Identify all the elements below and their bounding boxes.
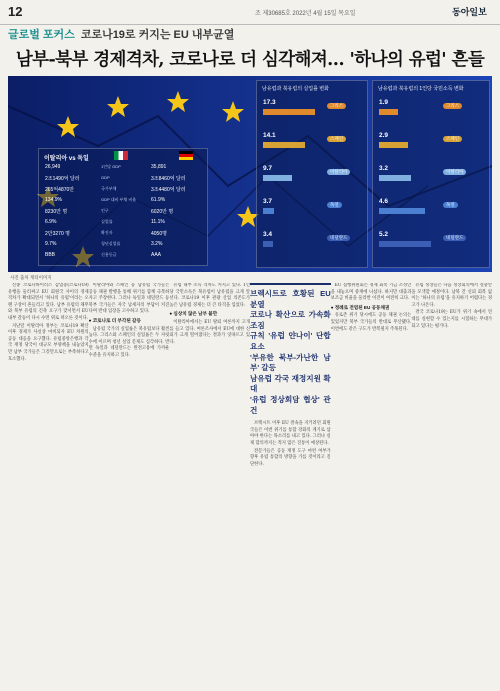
chart-value-label: 3.4 bbox=[263, 231, 273, 238]
pull-quote-line: 브렉시트로 호황된 EU 분열 bbox=[250, 289, 331, 309]
table-cell-italy: 8230만 명 bbox=[45, 209, 68, 215]
comparison-title: 이탈리아 vs 독일 bbox=[44, 156, 89, 162]
chart-category-label: 이탈리아 bbox=[443, 169, 466, 175]
chart-bar bbox=[379, 109, 398, 115]
photo-caption: 사진 출처 게티이미지 bbox=[10, 275, 52, 280]
chart-bar bbox=[379, 175, 411, 181]
table-cell-germany: 61.9% bbox=[151, 197, 166, 203]
income-chart-title: 남유럽과 북유럽의 1인당 국민소득 변화 bbox=[378, 86, 464, 92]
table-cell-germany: 11.1% bbox=[151, 219, 165, 225]
table-row-label: 확진자 bbox=[101, 230, 113, 235]
paragraph: 유로존 위기 당시에도 공동 채권 논의는 있었지만 북부 국가들의 반대로 무산됐다. 이번에도 같은 구도가 반복될지 주목된다. bbox=[330, 313, 412, 332]
article-column bbox=[8, 283, 89, 683]
page-number: 12 bbox=[8, 4, 23, 19]
table-cell-italy: 6.9% bbox=[45, 219, 57, 225]
article-column bbox=[169, 283, 250, 683]
flag-italy-icon bbox=[114, 151, 128, 160]
table-cell-germany: 6020만 명 bbox=[151, 209, 174, 215]
table-row-label: 인구 bbox=[101, 208, 109, 213]
chart-category-label: 그리스 bbox=[327, 103, 346, 109]
section-tag: 글로벌 포커스 bbox=[8, 29, 75, 41]
table-row-label: 실업률 bbox=[101, 219, 113, 224]
table-row-label: 1인당 GDP bbox=[101, 164, 121, 169]
chart-category-label: 그리스 bbox=[443, 103, 462, 109]
chart-category-label: 독일 bbox=[327, 202, 342, 208]
table-row-label: 신용등급 bbox=[101, 252, 117, 257]
chart-value-label: 4.6 bbox=[379, 198, 389, 205]
paragraph: 이탈리아에서는 EU 탈퇴 여론까지 고개를 들고 있다. 여론조사에서 EU에 대한 신뢰가 크게 떨어졌다는 결과가 잇따르고 있다. bbox=[169, 319, 251, 345]
chart-value-label: 17.3 bbox=[263, 99, 276, 106]
chart-value-label: 3.2 bbox=[379, 165, 389, 172]
table-cell-germany: 3.2% bbox=[151, 241, 163, 247]
article-body bbox=[8, 283, 492, 683]
table-cell-germany: 3조4480억 달러 bbox=[151, 187, 186, 193]
table-row-label: GDP bbox=[101, 175, 110, 180]
table-cell-italy: 265억4870만 bbox=[45, 187, 75, 193]
table-cell-italy: 9.7% bbox=[45, 241, 57, 247]
section-bar bbox=[8, 25, 234, 43]
paragraph: 신종 코로나바이러스 감염증(코로나19) 유행을 둘러싸고 EU 회원국 사이의 경제 격차가 확대되면서 '하나의 유럽'이라는 오랜 구상이 흔들리고 있다. 남부 유럽의 채무와 북부 유럽의 긴축 요구가 맞서면서 EU 내부 갈등이 다시 수면 위로 떠오른 것이다. bbox=[8, 283, 89, 321]
pull-quote-line: '유럽 정상회담 협상' 관건 bbox=[250, 394, 331, 415]
pull-quote-line: 남유럽 각국 재정지원 확대 bbox=[250, 373, 331, 394]
table-cell-italy: 134.9% bbox=[45, 197, 62, 203]
chart-value-label: 3.7 bbox=[263, 198, 273, 205]
subheading: ● 코로나로 더 부각된 갈등 bbox=[88, 317, 141, 323]
pull-quote-line: 코로나 확산으로 가속화 조짐 bbox=[250, 310, 331, 330]
paragraph: EU 집행위원회는 경제 회복 기금 조성안을 내놓으며 중재에 나섰다. 하지만 대출과 보조금 비율을 둘러싼 이견이 여전히 크다. bbox=[330, 283, 412, 302]
paragraph: 결국 코로나19는 EU가 위기 속에서 연대를 실현할 수 있는지를 시험하는 무대가 되고 있다는 평가다. bbox=[411, 310, 493, 329]
issue-info: 조 제30685호 2022년 4월 15일 목요일 bbox=[255, 11, 356, 17]
chart-bar bbox=[379, 208, 425, 214]
paragraph: 이탈리아와 스페인 등 남유럽 국가들은 공동 채권 발행을 통해 위기를 함께 극복하자고 주장한다. 그러나 독일과 네덜란드 등 북부 국가들은 자국 납세자의 부담이 커진다며 반대 입장을 고수하고 있다. bbox=[88, 283, 170, 315]
chart-bar bbox=[379, 241, 431, 247]
chart-value-label: 1.9 bbox=[379, 99, 389, 106]
chart-bar bbox=[379, 142, 408, 148]
table-row-label: 국가부채 bbox=[101, 186, 117, 191]
table-cell-germany: 35,891 bbox=[151, 164, 167, 170]
table-row-label: 청년실업률 bbox=[101, 241, 121, 246]
paragraph: 유럽 내부 소득 격차도 커지고 있다. 1인당 국민소득은 북유럽이 남유럽을 크게 앞선다. 코로나19 이후 관광 산업 의존도가 높은 남유럽 경제는 더 큰 타격을 입었다. bbox=[169, 283, 251, 308]
table-cell-italy: BBB bbox=[45, 252, 56, 258]
article-column bbox=[89, 283, 170, 683]
chart-bar bbox=[263, 208, 274, 214]
paragraph: 남유럽 국가의 실업률은 북유럽보다 훨씬 높다. 그리스와 스페인의 실업률은 두 자릿수에 이르며 청년 실업 문제도 심각하다. 반면 독일과 네덜란드는 완전고용에 가까운 수준을 유지하고 있다. bbox=[88, 326, 170, 358]
page-header bbox=[0, 0, 500, 25]
article-column bbox=[250, 283, 331, 683]
pull-quote bbox=[250, 283, 331, 416]
chart-value-label: 9.7 bbox=[263, 165, 273, 172]
chart-bar bbox=[263, 142, 305, 148]
flag-germany-icon bbox=[179, 151, 193, 160]
publication-name: 동아일보 bbox=[452, 7, 487, 17]
chart-category-label: 스페인 bbox=[443, 136, 462, 142]
income-chart bbox=[372, 80, 490, 268]
eu-flag-photo bbox=[8, 76, 492, 272]
chart-category-label: 네덜란드 bbox=[443, 235, 466, 241]
table-cell-italy: 2조1490억 달러 bbox=[45, 176, 80, 182]
chart-value-label: 2.9 bbox=[379, 132, 389, 139]
article-column bbox=[411, 283, 492, 683]
table-cell-germany: 4050명 bbox=[151, 231, 167, 237]
chart-bar bbox=[263, 241, 273, 247]
comparison-table bbox=[38, 148, 208, 266]
chart-bar bbox=[263, 175, 292, 181]
table-cell-germany: AAA bbox=[151, 252, 162, 258]
paragraph: 전문가들은 공동 재정 도구 마련 여부가 향후 유럽 통합의 방향을 가를 것이라고 진단한다. bbox=[250, 448, 331, 467]
subheading: ● 정례로 전염된 EU 공동채권 bbox=[330, 304, 390, 310]
chart-category-label: 이탈리아 bbox=[327, 169, 350, 175]
section-topic: 코로나19로 커지는 EU 내부균열 bbox=[80, 29, 235, 41]
article-column bbox=[331, 283, 412, 683]
table-cell-italy: 26,949 bbox=[45, 164, 61, 170]
unemployment-chart bbox=[256, 80, 368, 268]
paragraph: 지난달 이탈리아 정부는 코로나19 확산 이후 경제가 사실상 마비되자 EU 차원의 공동 대응을 요구했다. 유럽중앙은행과 각국 재정 당국이 대규모 부양책을 내놓았지만 남부 국가들은 그것만으로는 부족하다고 호소했다. bbox=[8, 323, 89, 362]
chart-value-label: 5.2 bbox=[379, 231, 389, 238]
chart-value-label: 14.1 bbox=[263, 132, 276, 139]
chart-bar bbox=[263, 109, 315, 115]
headline: 남부-북부 경제격차, 코로나로 더 심각해져… '하나의 유럽' 흔들 bbox=[15, 50, 485, 70]
chart-category-label: 스페인 bbox=[327, 136, 346, 142]
paragraph: 브렉시트 이후 EU 결속을 지키려던 회원국들은 이번 위기를 통합 강화의 계기로 삼아야 한다는 목소리를 내고 있다. 그러나 실제 합의까지는 적지 않은 진통이 예상된다. bbox=[250, 421, 331, 446]
table-cell-italy: 2만3270 명 bbox=[45, 231, 70, 237]
paragraph: 유럽 정상들은 다음 정상회의에서 절충안을 모색할 예정이다. 남북 간 신뢰 회복 없이는 '하나의 유럽'을 유지하기 어렵다는 경고가 나온다. bbox=[411, 283, 493, 308]
pull-quote-line: 규칙 '유럽 얀나이' 단합 요소 bbox=[250, 331, 331, 351]
pull-quote-line: '부유한 북부-가난한 남부' 갈등 bbox=[250, 352, 331, 373]
table-cell-germany: 3조8460억 달러 bbox=[151, 176, 186, 182]
chart-category-label: 네덜란드 bbox=[327, 235, 350, 241]
table-row-label: GDP 대비 부채 비율 bbox=[101, 197, 137, 202]
unemployment-chart-title: 남유럽과 북유럽의 실업률 변화 bbox=[262, 86, 329, 92]
chart-category-label: 독일 bbox=[443, 202, 458, 208]
subheading: ● 심상치 않은 남부 불만 bbox=[169, 311, 218, 317]
